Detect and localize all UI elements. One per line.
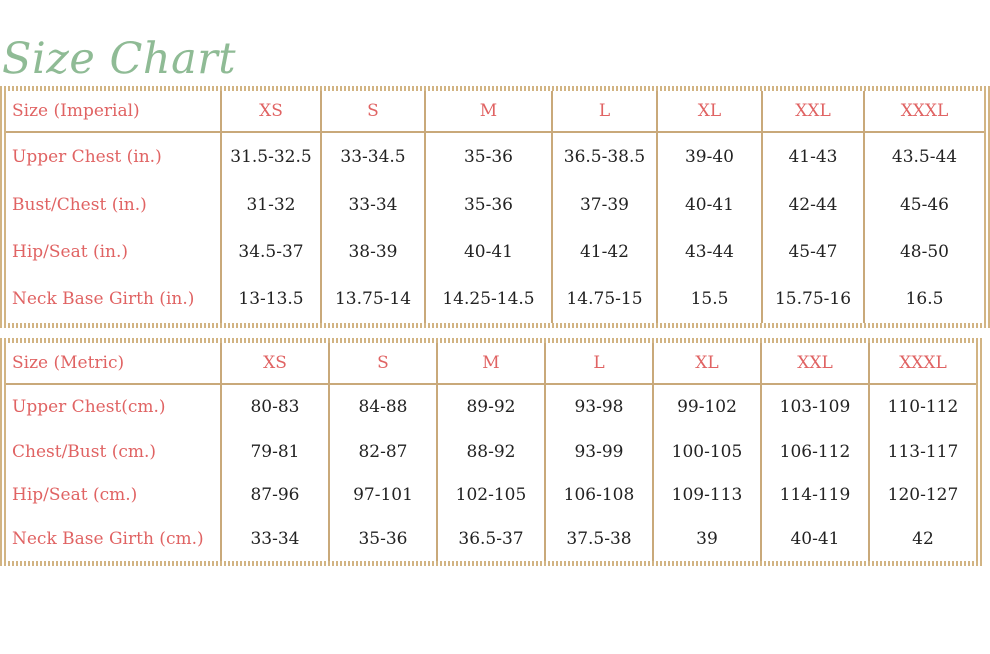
table-cell: 106-112 <box>761 430 869 474</box>
header-cell: L <box>545 343 653 384</box>
table-row <box>6 430 976 474</box>
table-cell: 42-44 <box>762 182 864 229</box>
table-cell: 43-44 <box>657 229 762 276</box>
header-cell: L <box>552 91 657 132</box>
header-cell: Size (Metric) <box>6 343 221 384</box>
table-cell: 37-39 <box>552 182 657 229</box>
table-cell: 13.75-14 <box>321 276 425 323</box>
row-label: Bust/Chest (in.) <box>12 195 147 216</box>
table-cell: 100-105 <box>653 430 761 474</box>
table-cell: 93-99 <box>545 430 653 474</box>
table-cell: 113-117 <box>869 430 976 474</box>
header-cell: XL <box>653 343 761 384</box>
table-cell: 41-43 <box>762 132 864 182</box>
page-title: Size Chart <box>2 34 237 84</box>
header-cell: S <box>321 91 425 132</box>
header-cell: XXL <box>761 343 869 384</box>
table-cell: 35-36 <box>329 517 437 561</box>
table-cell: 34.5-37 <box>221 229 321 276</box>
table-cell: 40-41 <box>657 182 762 229</box>
table-cell: 14.25-14.5 <box>425 276 552 323</box>
metric-size-table <box>6 343 976 561</box>
table-cell: 37.5-38 <box>545 517 653 561</box>
header-cell: M <box>437 343 545 384</box>
row-label: Neck Base Girth (in.) <box>12 289 195 310</box>
table-header-row <box>6 91 984 132</box>
table-cell: 36.5-37 <box>437 517 545 561</box>
table-cell: 39 <box>653 517 761 561</box>
table-cell: 120-127 <box>869 474 976 518</box>
table-cell: 109-113 <box>653 474 761 518</box>
table-cell: 39-40 <box>657 132 762 182</box>
table-cell: 45-47 <box>762 229 864 276</box>
table-cell: 89-92 <box>437 384 545 430</box>
table-cell: 40-41 <box>761 517 869 561</box>
table-row <box>6 182 984 229</box>
metric-size-table-frame <box>0 338 982 566</box>
table-cell: 31-32 <box>221 182 321 229</box>
table-header-row <box>6 343 976 384</box>
table-cell: 42 <box>869 517 976 561</box>
table-row <box>6 229 984 276</box>
table-cell: 31.5-32.5 <box>221 132 321 182</box>
header-cell: Size (Imperial) <box>6 91 221 132</box>
table-cell: 33-34 <box>221 517 329 561</box>
table-cell: 114-119 <box>761 474 869 518</box>
table-cell: 13-13.5 <box>221 276 321 323</box>
header-cell: S <box>329 343 437 384</box>
table-cell: 80-83 <box>221 384 329 430</box>
table-cell: 84-88 <box>329 384 437 430</box>
table-cell: 38-39 <box>321 229 425 276</box>
table-cell: 79-81 <box>221 430 329 474</box>
table-cell: 103-109 <box>761 384 869 430</box>
row-label: Neck Base Girth (cm.) <box>12 529 204 550</box>
header-cell: XL <box>657 91 762 132</box>
table-cell: 40-41 <box>425 229 552 276</box>
row-label: Upper Chest(cm.) <box>12 397 166 418</box>
header-cell: XS <box>221 91 321 132</box>
table-cell: 99-102 <box>653 384 761 430</box>
table-cell: 87-96 <box>221 474 329 518</box>
header-cell: XXXL <box>869 343 976 384</box>
header-cell: XXXL <box>864 91 984 132</box>
table-cell: 102-105 <box>437 474 545 518</box>
table-cell: 36.5-38.5 <box>552 132 657 182</box>
table-cell: 106-108 <box>545 474 653 518</box>
table-cell: 93-98 <box>545 384 653 430</box>
table-cell: 33-34 <box>321 182 425 229</box>
table-cell: 110-112 <box>869 384 976 430</box>
table-row <box>6 132 984 182</box>
table-cell: 88-92 <box>437 430 545 474</box>
table-cell: 97-101 <box>329 474 437 518</box>
table-cell: 14.75-15 <box>552 276 657 323</box>
table-row <box>6 474 976 518</box>
table-cell: 35-36 <box>425 182 552 229</box>
table-row <box>6 517 976 561</box>
table-row <box>6 384 976 430</box>
table-cell: 15.75-16 <box>762 276 864 323</box>
table-cell: 48-50 <box>864 229 984 276</box>
header-cell: M <box>425 91 552 132</box>
table-cell: 35-36 <box>425 132 552 182</box>
table-cell: 15.5 <box>657 276 762 323</box>
table-cell: 33-34.5 <box>321 132 425 182</box>
imperial-size-table <box>6 91 984 323</box>
table-row <box>6 276 984 323</box>
header-cell: XS <box>221 343 329 384</box>
imperial-size-table-frame <box>0 86 990 328</box>
table-cell: 43.5-44 <box>864 132 984 182</box>
row-label: Upper Chest (in.) <box>12 147 162 168</box>
row-label: Chest/Bust (cm.) <box>12 441 157 462</box>
row-label: Hip/Seat (in.) <box>12 242 129 263</box>
table-cell: 45-46 <box>864 182 984 229</box>
header-cell: XXL <box>762 91 864 132</box>
table-cell: 82-87 <box>329 430 437 474</box>
table-cell: 16.5 <box>864 276 984 323</box>
table-cell: 41-42 <box>552 229 657 276</box>
row-label: Hip/Seat (cm.) <box>12 485 138 506</box>
